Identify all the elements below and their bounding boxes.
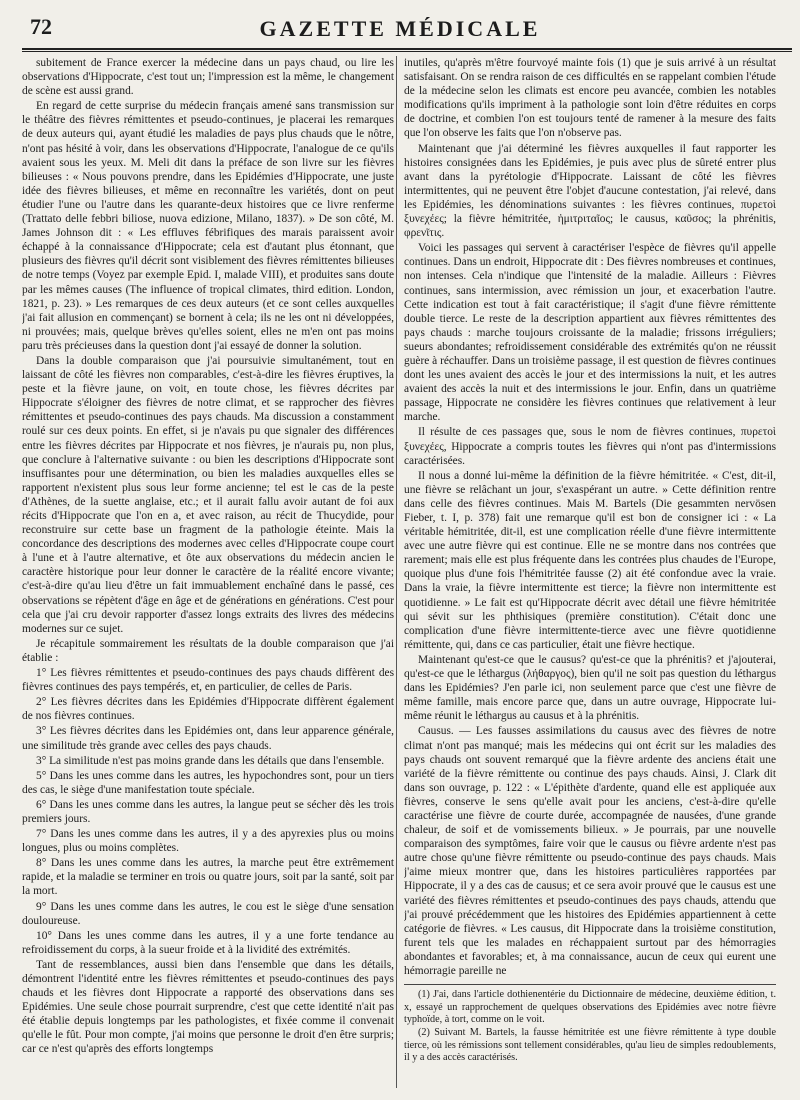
list-item: 1° Les fièvres rémittentes et pseudo-continues des pays chauds diffèrent des fièvres continues des pays tempérés, et, en particulier, de celles de Paris. <box>22 667 394 694</box>
paragraph: En regard de cette surprise du médecin français amené sans transmission sur le théâtre des fièvres rémittentes et pseudo-continues, je placerai les remarques de deux auteurs qui, ayant étudié les maladies de pays plus chauds que le nôtre, n'ont pas hésité à voir, dans les observations d'Hippocrate, l'analogue de ce qu'ils avaient sous les yeux. M. Meli dit dans la préface de son livre sur les fièvres bilieuses : « Nous pouvons prendre, dans les Epidémies d'Hippocrate, une juste idée des fièvres bilieuses, et même en reconnaître les variétés, dont on peut étudier l'une ou l'autre dans les quarante-deux histoires que ce livre renferme (Trattato delle febbri biliose, nuova edizione, Milano, 1837). » De son côté, M. James Johnson dit : « Les effluves fébrifiques des marais paraissent avoir échappé à la connaissance d'Hippocrate; cela est d'autant plus étonnant, que plusieurs des fièvres qu'il décrit sont visiblement des fièvres rémittentes bilieuses de notre temps (Voyez par exemple Epid. I, malade VIII), et produites sans doute par les mêmes causes (The influence of tropical climates, third edition. London, 1821, p. 23). » Les remarques de ces deux auteurs (et ce sont celles auxquelles j'ai fait allusion en commençant) se bornent à cela; ils ne les ont ni développées, ni prouvées; mais, quelque brèves qu'elles soient, elles ne m'en ont pas moins paru très précieuses dans la question dont j'ai essayé de donner la solution. <box>22 100 394 352</box>
left-column <box>22 56 394 1088</box>
header-rule-thin <box>22 51 792 52</box>
paragraph: inutiles, qu'après m'être fourvoyé mainte fois (1) que je suis arrivé à un résultat satisfaisant. On se rendra raison de ces difficultés en se rappelant combien l'étude de la médecine selon les climats est encore peu avancée, combien les notables modifications qu'ils impriment à la pathologie sont loin d'être réduites en corps de doctrine, et combien l'on est toujours tenté de ramener à la mesure des faits que l'on observe les faits que l'on n'observe pas. <box>404 57 776 140</box>
list-item: 7° Dans les unes comme dans les autres, il y a des apyrexies plus ou moins longues, plus ou moins complètes. <box>22 828 394 855</box>
list-item: 2° Les fièvres décrites dans les Epidémies d'Hippocrate diffèrent également de nos fièvres continues. <box>22 696 394 723</box>
page-header <box>0 0 800 50</box>
list-item: 5° Dans les unes comme dans les autres, les hypochondres sont, pour un tiers des cas, le siège d'une manifestation toute spéciale. <box>22 769 394 796</box>
paragraph: Tant de ressemblances, aussi bien dans l'ensemble que dans les détails, démontrent l'identité entre les fièvres rémittentes et pseudo-continues des pays chauds et les fièvres dont Hippocrate a rapporté des observations dans ses Epidémies. Une seule chose pourrait surprendre, c'est que cette identité n'ait pas été établie depuis longtemps par les pathologistes, et fixée comme il convenait qu'elle le fût. Pour mon compte, j'ai moins que personne le droit d'en être surpris; car ce n'est qu'après des efforts longtemps <box>22 958 394 1056</box>
paragraph: Causus. — Les fausses assimilations du causus avec des fièvres de notre climat n'ont pas manqué; mais les médecins qui ont écrit sur les maladies des pays chauds ont souvent remarqué que la fièvre ardente des anciens était une variété de la fièvre rémittente ou continue des pays chauds. Ainsi, J. Clark dit dans son ouvrage, p. 122 : « L'épithète d'ardente, quand elle est appliquée aux fièvres, conserve le sens qu'elle avait pour les anciens, c'est-à-dire qu'elle caractérise une fièvre de courte durée, accompagnée de nausées, d'une grande chaleur, de soif et de vomissements bilieux. » Je pourrais, par une nouvelle comparaison des symptômes, faire voir que le causus ou fièvre ardente n'est pas autre chose qu'une fièvre rémittente ou pseudo-continue des pays chauds. Mais j'aime mieux montrer que, dans les histoires particulières rapportées par Hippocrate, il y a des cas de causus; et ce sera avoir prouvé que le causus est une variété des fièvres rémittentes et pseudo-continues des pays chauds, attendu que j'ai prouvé précédemment que les histoires des Epidémies appartiennent à cette catégorie de fièvres. « Les causus, dit Hippocrate dans la troisième constitution, furent tels que les malades en réchappaient surtout par des hémorragies abondantes et favorables; et, à ma connaissance, aucun de ceux qui eurent une hémorragie pareille ne <box>404 725 776 977</box>
paragraph: Dans la double comparaison que j'ai poursuivie simultanément, tout en laissant de côté les fièvres non comparables, c'est-à-dire les fièvres éruptives, la peste et la fièvre jaune, on voit, en toute chose, les fièvres décrites par Hippocrate s'éloigner des fièvres de notre climat, et se rapprocher des fièvres rémittentes et pseudo-continues des pays chauds. Ma discussion a constamment roulé sur ces deux points. En effet, si je n'avais pu que signaler des différences entre les fièvres décrites par Hippocrate et nos fièvres, je n'aurais pu, non plus, que conclure à l'alternative suivante : ou bien les descriptions d'Hippocrate sont insuffisantes pour une détermination, ou bien les maladies auxquelles elles se rapportent n'existent plus sous leur forme ancienne; tel est le cas de la peste d'Athènes, de la suette anglaise, etc.; et il aurait fallu avoir autant de foi aux récits d'Hippocrate que l'on en a, et avec raison, au récit de Thucydide, pour reconstruire sur cette base un fragment de la pathologie éteinte. Mais la concordance des descriptions des modernes avec celles d'Hippocrate coupe court à l'une et à l'autre alternative, et ôte aux observations du médecin ancien le caractère historique pour leur donner le caractère de la réalité encore vivante; c'est-à-dire qu'au lieu d'être un fait immuablement enchaîné dans le passé, ces observations se répètent d'âge en âge et de générations en générations. C'est pour cela que j'ai cru devoir rapporter d'assez longs extraits des livres des médecins modernes sur ce sujet. <box>22 354 394 635</box>
footnote: (2) Suivant M. Bartels, la fausse hémitritée est une fièvre rémittente à type double tierce, où les rémissions sont tellement considérables, qu'au lieu de simples redoublements, il y a des accès caractérisés. <box>404 1027 776 1064</box>
footnotes-rule <box>404 984 776 985</box>
paragraph: Maintenant que j'ai déterminé les fièvres auxquelles il faut rapporter les histoires consignées dans les Epidémies, je puis avec plus de sûreté entrer plus avant dans la pyrétologie d'Hippocrate. Laissant de côté les fièvres intermittentes, qui ne peuvent être l'objet d'aucune contestation, j'ai relevé, dans les Epidémies, les dénominations suivantes : les fièvres continues, πυρετοὶ ξυνεχέες; la fièvre hémitritée, ἡμιτριταῖος; le causus, καῦσος; la phrénitis, φρενῖτις. <box>404 142 776 240</box>
right-column <box>404 56 776 1088</box>
page-number: 72 <box>30 14 52 39</box>
footnote: (1) J'ai, dans l'article dothienentérie du Dictionnaire de médecine, deuxième édition, t. x, essayé un rapprochement de quelques observations des Epidémies avec notre fièvre typhoïde, à tort, comme on le voit. <box>404 989 776 1025</box>
list-item: 3° La similitude n'est pas moins grande dans les détails que dans l'ensemble. <box>36 754 385 767</box>
paragraph: Il résulte de ces passages que, sous le nom de fièvres continues, πυρετοὶ ξυνεχέες, Hippocrate a compris toutes les fièvres qui n'ont pas d'intermissions caractérisées. <box>404 426 776 467</box>
list-item: 10° Dans les unes comme dans les autres, il y a une forte tendance au refroidissement du corps, à la sueur froide et à la lividité des extrémités. <box>22 929 394 956</box>
paragraph: Je récapitule sommairement les résultats de la double comparaison que j'ai établie : <box>22 637 394 664</box>
list-item: 8° Dans les unes comme dans les autres, la marche peut être extrêmement rapide, et la maladie se terminer en trois ou quatre jours, soit par la santé, soit par la mort. <box>22 857 394 898</box>
list-item: 3° Les fièvres décrites dans les Epidémies ont, dans leur apparence générale, une similitude très grande avec celles des pays chauds. <box>22 725 394 752</box>
list-item: 6° Dans les unes comme dans les autres, la langue peut se sécher dès les trois premiers jours. <box>22 798 394 825</box>
paragraph: Il nous a donné lui-même la définition de la fièvre hémitritée. « C'est, dit-il, une fièvre se relâchant un jour, s'exaspérant un autre. » Cette définition rentre dans celle des fièvres continues. Mais M. Bartels (Die gesammten nervösen Fieber, t. I, p. 378) fait une remarque qu'il est bon de consigner ici : « La véritable hémitritée, dit-il, est une complication réelle d'une fièvre intermittente avec une autre fièvre qui est continue. Elle ne se montre dans nos contrées que rarement; mais elle est plus fréquente dans les contrées plus chaudes de l'Europe, quoique plus d'une fois l'hémitritée fausse (2) ait été confondue avec la vraie. Dans la vraie, la fièvre intermittente est tierce; la fièvre non intermittente est quotidienne. » Le fait est qu'Hippocrate décrit avec détail une fièvre hémitritée qui sévit sur les phthisiques (première constitution). C'était donc une complication d'une fièvre intermittente-tierce avec une fièvre quotidienne rémittente, qui, dans ce cas particulier, était une fièvre hectique. <box>404 469 776 651</box>
header-rule <box>22 48 792 50</box>
paragraph: Voici les passages qui servent à caractériser l'espèce de fièvres qu'il appelle continues. Dans un endroit, Hippocrate dit : Des fièvres nombreuses et continues, non intenses. Cela n'indique que l'intensité de la maladie. Ailleurs : Fièvres continues, sans intermission, avec rémission un jour, et exacerbation l'autre. Cette indication est tout à fait caractéristique; il s'agit d'une fièvre rémittente double tierce. Le reste de la description appartient aux fièvres rémittentes des pays chauds : marche toujours croissante de la maladie; frissons irréguliers; sueurs abondantes; refroidissement considérable des extrémités qu'on ne réussit guère à réchauffer. Dans un troisième passage, il est question de fièvres continues dont les unes avaient des accès le jour et des intermissions la nuit, et les autres avaient des accès la nuit et des intermissions le jour. Enfin, dans un quatrième passage, Hippocrate ne considère les fièvres continues que relativement à leur marche. <box>404 242 776 424</box>
journal-title: GAZETTE MÉDICALE <box>259 16 541 41</box>
list-item: 9° Dans les unes comme dans les autres, le cou est le siège d'une sensation douloureuse. <box>22 900 394 927</box>
column-divider <box>396 56 397 1088</box>
paragraph: Maintenant qu'est-ce que le causus? qu'est-ce que la phrénitis? et j'ajouterai, qu'est-ce que le léthargus (λήθαργος), bien qu'il ne soit pas question du léthargus dans les Epidémies? J'en parle ici, non seulement parce que c'est une fièvre de même famille, mais encore parce que, dans un autre ouvrage, Hippocrate lui-même réunit le léthargus au causus et à la phrénitis. <box>404 653 776 723</box>
paragraph: subitement de France exercer la médecine dans un pays chaud, ou lire les observations d'Hippocrate, c'est tout un; l'impression est la même, le changement de scène est aussi grand. <box>22 57 394 98</box>
